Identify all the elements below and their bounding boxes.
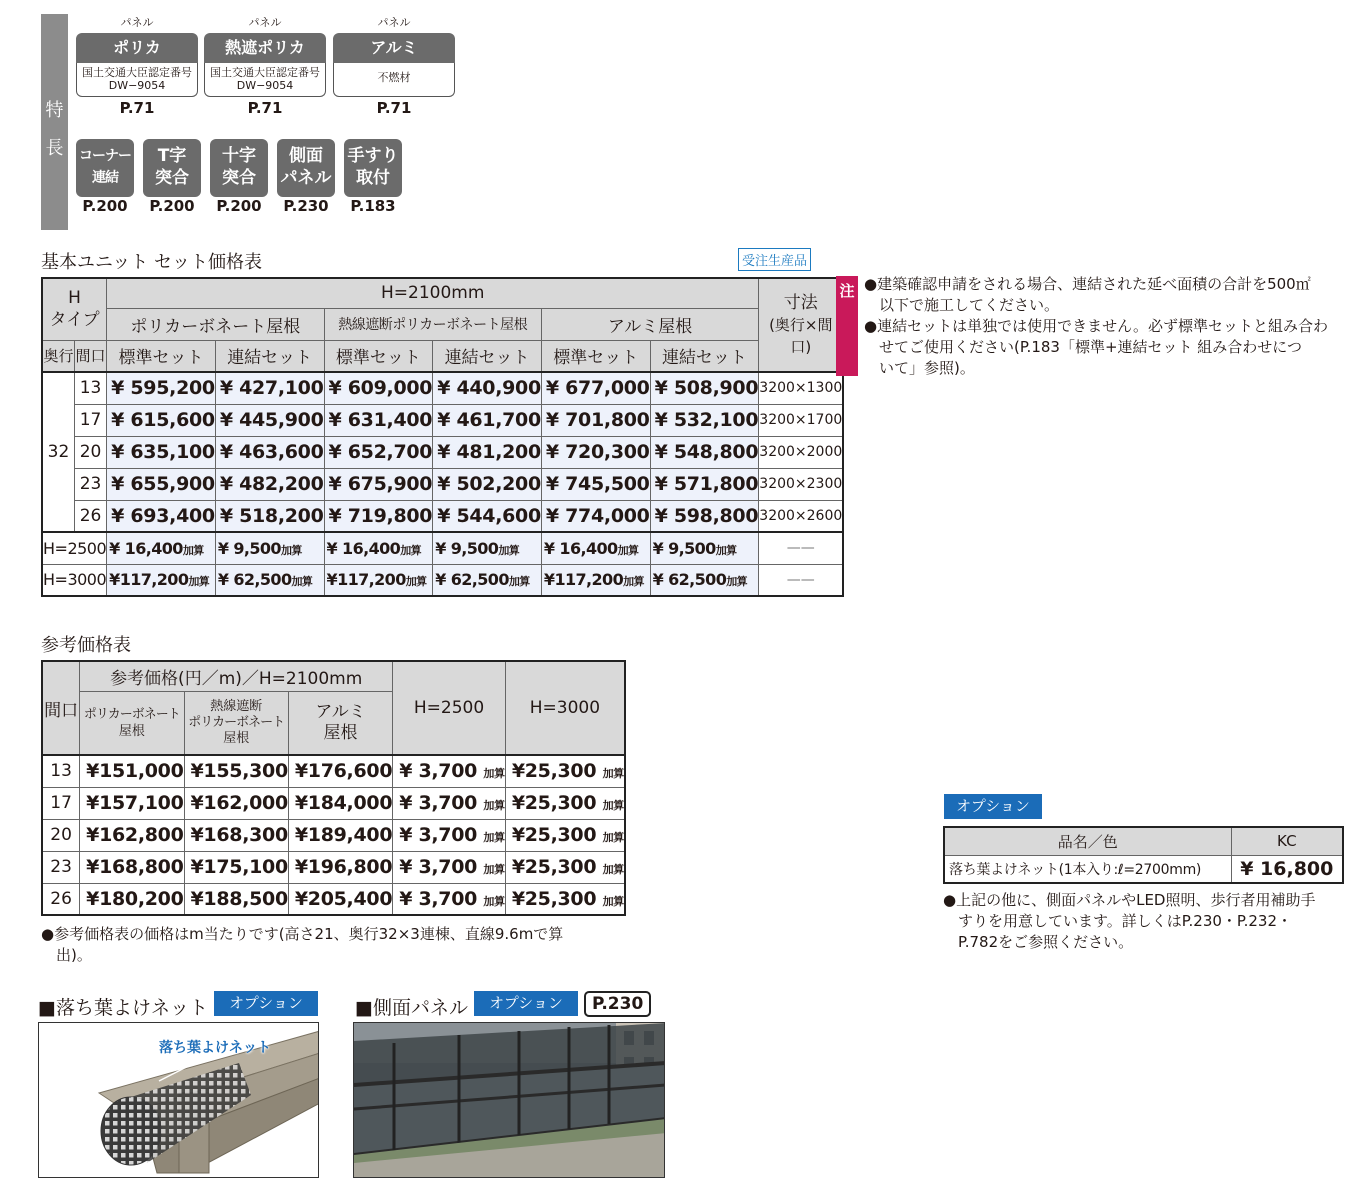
kasan-label: 加算	[602, 767, 624, 781]
depth-cell: 32	[42, 372, 74, 532]
price-cell: ¥157,100	[80, 787, 184, 819]
add-label: H=2500	[42, 532, 107, 564]
header-roof-heat: 熱線遮断ポリカーボネート屋根	[324, 308, 541, 340]
price-cell	[505, 755, 625, 787]
table-row	[42, 787, 625, 819]
ref-note-line: ●参考価格表の価格はm当たりです(高さ21、奥行32×3連棟、直線9.6mで算	[41, 925, 564, 943]
feature-handrail-ref: P.183	[350, 197, 396, 215]
header-type: タイプ	[49, 310, 100, 331]
feature-handrail	[344, 139, 405, 215]
panel-ref: P.71	[247, 99, 283, 117]
kasan-label: 加算	[483, 799, 505, 812]
price-cell: ¥ 693,400	[107, 500, 216, 532]
panel-name: ポリカ	[76, 33, 198, 63]
main-price-table	[41, 277, 844, 597]
features-side-label	[41, 14, 68, 230]
width-cell: 20	[42, 819, 80, 851]
add-price-cell	[215, 532, 324, 564]
header-std-3: 標準セット	[541, 340, 650, 372]
panel-aluminum	[333, 14, 455, 117]
price-cell: ¥ 720,300	[541, 436, 650, 468]
made-to-order-badge: 受注生産品	[738, 248, 811, 271]
option-note-line: すりを用意しています。詳しくはP.230・P.232・	[943, 912, 1293, 930]
ref-add-price: ¥ 3,700	[399, 887, 478, 910]
panel-kind: パネル	[120, 16, 154, 29]
feature-side-panel-label: 側面 パネル	[277, 139, 335, 197]
header-link-2: 連結セット	[433, 340, 542, 372]
price-cell: ¥188,500	[184, 883, 288, 915]
price-cell: ¥189,400	[288, 819, 392, 851]
width-cell: 17	[42, 787, 80, 819]
feature-t-joint	[143, 139, 204, 215]
price-cell: ¥ 502,200	[433, 468, 542, 500]
panel-cert: 不燃材	[333, 63, 455, 97]
table-row	[42, 468, 843, 500]
price-cell: ¥ 532,100	[650, 404, 759, 436]
price-cell: ¥168,300	[184, 819, 288, 851]
price-cell: ¥184,000	[288, 787, 392, 819]
panel-name: アルミ	[333, 33, 455, 63]
ref-add-price: ¥25,300	[511, 792, 597, 814]
reference-price-table	[41, 660, 626, 916]
price-cell: ¥162,800	[80, 819, 184, 851]
ref-header-line: 熱線遮断	[210, 698, 263, 714]
kasan-label: 加算	[508, 575, 530, 589]
add-price: ¥ 9,500	[652, 538, 716, 558]
feature-t-joint-ref: P.200	[149, 197, 195, 215]
side-panel-ref: P.230	[584, 991, 651, 1017]
add-price: ¥117,200	[543, 570, 624, 590]
ref-add-price: ¥ 3,700	[399, 824, 478, 846]
feature-t-joint-label: T字 突合	[143, 139, 201, 197]
option-note-line: P.782をご参照ください。	[943, 933, 1134, 951]
option-note	[943, 890, 1353, 953]
header-dim2: (奥行×間口)	[769, 316, 833, 356]
add-price-cell	[107, 532, 216, 564]
width-cell: 13	[42, 755, 80, 787]
note-line: 以下で施工してください。	[864, 296, 1060, 314]
kasan-label: 加算	[483, 831, 505, 844]
price-cell: ¥ 655,900	[107, 468, 216, 500]
option-note-line: ●上記の他に、側面パネルやLED照明、歩行者用補助手	[943, 891, 1316, 909]
kasan-label: 加算	[280, 543, 302, 557]
ref-header-heat	[184, 691, 288, 755]
kasan-label: 加算	[405, 575, 427, 589]
ref-header-width: 間口	[42, 661, 80, 755]
add-price-cell	[107, 564, 216, 596]
table-row	[42, 404, 843, 436]
kasan-label: 加算	[623, 575, 644, 589]
add-label: H=3000	[42, 564, 107, 596]
add-price-cell	[541, 564, 650, 596]
kasan-label: 加算	[602, 799, 624, 812]
kasan-label: 加算	[188, 575, 210, 589]
width-cell: 23	[42, 851, 80, 883]
feature-corner-ref: P.200	[82, 197, 128, 215]
dim-cell: 3200×1700	[759, 404, 844, 436]
price-cell: ¥162,000	[184, 787, 288, 819]
table-row	[42, 372, 843, 404]
option-item: 落ち葉よけネット(1本入り:ℓ=2700mm)	[944, 855, 1231, 883]
ref-header-line: 屋根	[118, 723, 145, 739]
side-label-2: 長	[45, 138, 64, 159]
kasan-label: 加算	[483, 863, 505, 876]
ref-header-line: 屋根	[223, 730, 250, 746]
option-table	[943, 826, 1344, 884]
main-table-title: 基本ユニット セット価格表	[41, 252, 263, 273]
price-cell: ¥151,000	[80, 755, 184, 787]
ref-add-price: ¥ 3,700	[399, 856, 478, 878]
price-cell: ¥ 609,000	[324, 372, 433, 404]
add-price-cell	[324, 564, 433, 596]
side-panel-illustration	[354, 1023, 665, 1178]
table-row	[42, 883, 625, 915]
price-cell: ¥176,600	[288, 755, 392, 787]
feature-side-panel	[277, 139, 338, 215]
option-price: ¥ 16,800	[1231, 855, 1343, 883]
net-callout: 落ち葉よけネット	[159, 1040, 271, 1056]
header-h: H	[68, 288, 81, 309]
note-badge: 注	[836, 276, 858, 376]
width-cell: 23	[74, 468, 106, 500]
price-cell: ¥ 482,200	[215, 468, 324, 500]
price-cell: ¥ 463,600	[215, 436, 324, 468]
header-dimension	[759, 278, 844, 372]
add-price: ¥ 62,500	[217, 570, 292, 590]
kasan-label: 加算	[602, 831, 624, 844]
net-section-title: ■落ち葉よけネット	[38, 997, 208, 1019]
add-price: ¥ 9,500	[435, 538, 499, 558]
price-cell: ¥ 774,000	[541, 500, 650, 532]
price-cell	[505, 851, 625, 883]
price-cell: ¥205,400	[288, 883, 392, 915]
header-roof-aluminum: アルミ屋根	[541, 308, 758, 340]
feature-handrail-label: 手すり 取付	[344, 139, 402, 197]
side-label-1: 特	[45, 100, 64, 121]
price-cell: ¥180,200	[80, 883, 184, 915]
add-price-cell	[215, 564, 324, 596]
ref-add-price: ¥25,300	[511, 887, 597, 910]
kasan-label: 加算	[400, 543, 421, 557]
dim-cell: 3200×2000	[759, 436, 844, 468]
price-cell: ¥ 481,200	[433, 436, 542, 468]
kasan-label: 加算	[602, 863, 624, 876]
cert-line: DW−9054	[108, 79, 166, 92]
dim-cell: 3200×2300	[759, 468, 844, 500]
price-cell	[505, 787, 625, 819]
width-cell: 13	[74, 372, 106, 404]
ref-header-h3000: H=3000	[505, 661, 625, 755]
kasan-label: 加算	[715, 543, 737, 557]
kasan-label: 加算	[291, 575, 313, 589]
width-cell: 26	[42, 883, 80, 915]
price-cell: ¥ 631,400	[324, 404, 433, 436]
add-price-cell	[650, 532, 759, 564]
add-price: ¥ 62,500	[435, 570, 509, 590]
option-label: オプション	[944, 794, 1042, 819]
panel-heat-polyca	[204, 14, 326, 117]
price-cell: ¥ 745,500	[541, 468, 650, 500]
table-row-h3000	[42, 564, 843, 596]
price-cell: ¥ 445,900	[215, 404, 324, 436]
note-line: せてご使用ください(P.183「標準+連結セット 組み合わせにつ	[864, 338, 1302, 356]
kasan-label: 加算	[602, 894, 624, 908]
price-cell: ¥ 652,700	[324, 436, 433, 468]
panel-ref: P.71	[119, 99, 155, 117]
panel-name: 熱遮ポリカ	[204, 33, 326, 63]
cert-line: DW−9054	[236, 79, 294, 92]
ref-header-polyca	[80, 691, 184, 755]
width-cell: 26	[74, 500, 106, 532]
add-price-cell	[541, 532, 650, 564]
add-price: ¥ 16,400	[109, 538, 183, 558]
kasan-label: 加算	[182, 543, 204, 557]
price-cell	[393, 755, 506, 787]
panel-cert	[76, 63, 198, 97]
kasan-label: 加算	[498, 543, 520, 557]
panel-kind: パネル	[377, 16, 411, 29]
price-cell	[393, 819, 506, 851]
width-cell: 20	[74, 436, 106, 468]
dim-cell: ——	[759, 564, 844, 596]
price-cell: ¥ 598,800	[650, 500, 759, 532]
table-row-h2500	[42, 532, 843, 564]
notes-block	[864, 274, 1350, 379]
price-cell: ¥ 427,100	[215, 372, 324, 404]
kasan-label: 加算	[617, 543, 639, 557]
price-cell: ¥ 719,800	[324, 500, 433, 532]
table-row	[42, 500, 843, 532]
price-cell: ¥ 595,200	[107, 372, 216, 404]
note-line: ●連結セットは単独では使用できません。必ず標準セットと組み合わ	[864, 317, 1328, 335]
price-cell: ¥ 615,600	[107, 404, 216, 436]
price-cell: ¥168,800	[80, 851, 184, 883]
price-cell	[505, 883, 625, 915]
kasan-label: 加算	[726, 575, 748, 589]
dim-cell: 3200×1300	[759, 372, 844, 404]
ref-note	[41, 924, 641, 966]
price-cell: ¥ 461,700	[433, 404, 542, 436]
feature-corner-label: コーナー 連結	[76, 139, 134, 197]
price-cell	[505, 819, 625, 851]
header-std-1: 標準セット	[107, 340, 216, 372]
price-cell: ¥ 440,900	[433, 372, 542, 404]
header-link-3: 連結セット	[650, 340, 759, 372]
price-cell	[393, 787, 506, 819]
table-row	[42, 436, 843, 468]
net-option-label: オプション	[214, 991, 318, 1016]
price-cell: ¥ 701,800	[541, 404, 650, 436]
panel-ref: P.71	[376, 99, 412, 117]
panel-cert	[204, 63, 326, 97]
header-height: H=2100mm	[107, 278, 759, 308]
feature-cross-joint-label: 十字 突合	[210, 139, 268, 197]
table-row	[42, 851, 625, 883]
price-cell: ¥196,800	[288, 851, 392, 883]
add-price-cell	[650, 564, 759, 596]
header-width: 間口	[74, 340, 106, 372]
add-price: ¥117,200	[326, 570, 406, 590]
dim-cell: 3200×2600	[759, 500, 844, 532]
table-row	[42, 819, 625, 851]
price-cell	[393, 883, 506, 915]
kasan-label: 加算	[483, 894, 505, 908]
ref-header-group: 参考価格(円／m)／H=2100mm	[80, 661, 393, 691]
panel-polyca	[76, 14, 198, 117]
price-cell: ¥175,100	[184, 851, 288, 883]
header-roof-polyca: ポリカーボネート屋根	[107, 308, 324, 340]
option-header-name: 品名／色	[944, 827, 1231, 855]
ref-table-title: 参考価格表	[41, 635, 131, 656]
add-price: ¥ 16,400	[326, 538, 401, 558]
price-cell: ¥155,300	[184, 755, 288, 787]
table-row	[42, 755, 625, 787]
ref-header-line: ポリカーボネート	[83, 706, 180, 722]
add-price: ¥ 9,500	[217, 538, 281, 558]
header-std-2: 標準セット	[324, 340, 433, 372]
add-price-cell	[433, 564, 542, 596]
header-depth: 奥行	[42, 340, 74, 372]
net-photo	[38, 1022, 319, 1178]
panel-kind: パネル	[248, 16, 282, 29]
ref-header-line: ポリカーボネート	[188, 714, 285, 730]
ref-add-price: ¥ 3,700	[399, 760, 478, 783]
add-price: ¥117,200	[109, 570, 189, 590]
note-line: ●建築確認申請をされる場合、連結された延べ面積の合計を500㎡	[864, 275, 1311, 293]
table-row	[944, 855, 1343, 883]
add-price-cell	[433, 532, 542, 564]
width-cell: 17	[74, 404, 106, 436]
price-cell: ¥ 548,800	[650, 436, 759, 468]
ref-header-aluminum	[288, 691, 392, 755]
price-cell: ¥ 677,000	[541, 372, 650, 404]
feature-buttons	[76, 139, 405, 215]
kasan-label: 加算	[483, 767, 505, 781]
price-cell: ¥ 675,900	[324, 468, 433, 500]
price-cell: ¥ 518,200	[215, 500, 324, 532]
feature-cross-joint	[210, 139, 271, 215]
side-panel-photo	[353, 1022, 665, 1178]
price-cell: ¥ 508,900	[650, 372, 759, 404]
dim-cell: ——	[759, 532, 844, 564]
add-price: ¥ 62,500	[652, 570, 727, 590]
price-cell: ¥ 635,100	[107, 436, 216, 468]
ref-add-price: ¥25,300	[511, 856, 597, 878]
price-cell: ¥ 544,600	[433, 500, 542, 532]
header-link-1: 連結セット	[215, 340, 324, 372]
header-dim: 寸法	[783, 293, 818, 313]
ref-header-line: 屋根	[323, 722, 358, 743]
ref-add-price: ¥25,300	[511, 824, 597, 846]
cert-line: 国土交通大臣認定番号	[82, 66, 192, 79]
price-cell	[393, 851, 506, 883]
add-price-cell	[324, 532, 433, 564]
ref-add-price: ¥ 3,700	[399, 792, 478, 814]
ref-note-line: 出)。	[41, 946, 92, 964]
note-line: いて」参照)。	[864, 359, 975, 377]
side-panel-option-label: オプション	[474, 991, 578, 1016]
feature-side-panel-ref: P.230	[283, 197, 329, 215]
header-h-type	[42, 278, 107, 340]
ref-add-price: ¥25,300	[511, 760, 597, 783]
price-cell: ¥ 571,800	[650, 468, 759, 500]
feature-corner	[76, 139, 137, 215]
option-header-color: KC	[1231, 827, 1343, 855]
feature-cross-joint-ref: P.200	[216, 197, 262, 215]
ref-header-line: アルミ	[315, 701, 366, 722]
add-price: ¥ 16,400	[543, 538, 618, 558]
ref-header-h2500: H=2500	[393, 661, 506, 755]
cert-line: 国土交通大臣認定番号	[210, 66, 320, 79]
side-panel-section-title: ■側面パネル	[355, 997, 468, 1019]
